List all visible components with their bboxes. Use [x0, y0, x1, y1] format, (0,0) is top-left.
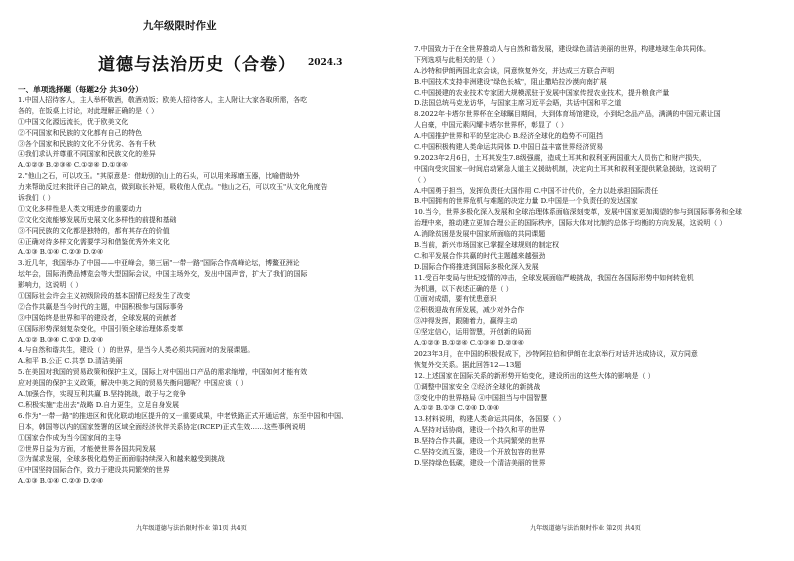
text-line: ②合作共赢是当今时代的主题，中国积极参与国际事务	[18, 302, 184, 311]
text-line: A.坚持对话协商，建设一个持久和平的世界	[414, 426, 546, 435]
text-line: D.国际合作将推进到国际多极化深入发展	[414, 262, 539, 271]
text-line: A.和平 B.公正 C.共享 D.清洁美丽	[18, 357, 123, 366]
text-line: ④正确对待多样文化需要学习和借鉴优秀外来文化	[18, 237, 170, 246]
text-line: ③为谋求发展，全球多极化趋势正面面临持续深入和越来越受到挑战	[18, 455, 225, 464]
text-line: 1.中国人招待客人，主人举杯敬酒，敬酒劝饭；欧美人招待客人，主人附让大家各取所需，各吃	[18, 96, 308, 104]
text-line: ③冲得发挥，跟随着力，赢得主动	[414, 317, 518, 326]
text-line: 人自豪，中国元素闪耀卡塔尔世界杯，彰显了（ ）	[414, 121, 568, 130]
text-line: 下列选项与此相关的是（ ）	[414, 55, 499, 64]
text-line: 12.上述国家在国际关系的新形势开始变化，建设所出的这些大体的影响是（ ）	[414, 371, 655, 380]
text-line: A.中国推护世界和平的坚定决心 B.经济全球化的趋势不可阻挡	[414, 132, 603, 141]
text-line: ④我们求认并尊重不同国家和民族文化的差异	[18, 150, 156, 159]
text-line: B.中国技术支持非洲建设"绿色长城"，阻止撒哈拉沙漠向南扩展	[414, 77, 607, 86]
text-line: ①调整中国家安全 ②经济全球化的新挑战	[414, 382, 541, 391]
text-line: 2023年3月，在中国的积极促成下，沙特阿拉伯和伊朗在北京举行对话并达成协议，双方同意	[414, 349, 698, 358]
text-line: ③中国始终是世界和平的建设者，全球发展的贡献者	[18, 313, 177, 322]
text-line: 为机遇，以下表述正确的是（ ）	[414, 284, 513, 293]
text-line: A.加强合作，实现互利共赢 B.坚持挑战，敢于与之竞争	[18, 390, 187, 399]
text-line: C.和平发展合作共赢的时代主题越来越强劲	[414, 251, 546, 260]
text-line: ②不同国家和民族的文化都有自己的特色	[18, 128, 143, 137]
text-line: A.中国勇于担当，发挥负责任大国作用 C.中国不计代价，全力以赴承担国际责任	[414, 186, 658, 195]
page-2	[404, 0, 789, 561]
text-line: ①中国文化源远流长，优于欧美文化	[18, 117, 129, 126]
text-line: 恢复外交关系。据此回答12—13题	[414, 360, 522, 369]
text-line: ②积极迎战有所发展，减少对外合作	[414, 306, 525, 315]
text-line: 11.受百年变局与世纪疫情的冲击，全球发展面临严峻挑战，我国在各国际形势中如何转危机	[414, 273, 694, 282]
text-line: D.法国总统马克龙访华，与国家主席习近平会晤，共话中国和平之道	[414, 99, 622, 108]
text-line: ①国家合作成为当今国家间的主导	[18, 433, 122, 442]
text-line: 坛年会，国际消费品博览会等大型国际会议，中国主场外交，发出中国声音，扩大了我们的国际	[18, 270, 308, 279]
text-line: A.①②③ B.②③④ C.①②④ D.①③④	[18, 161, 128, 170]
text-line: ③不同民族的文化都是独特的，都有其存在的价值	[18, 226, 170, 235]
text-line: A.①③ B.①④ C.②③ D.②④	[18, 248, 104, 257]
text-line: 7.中国致力于在全世界推动人与自然和谐发展，建设绿色清洁美丽的世界，构建地球生命共同体。	[414, 45, 710, 53]
page-subtitle: 九年级限时作业	[143, 20, 217, 32]
text-line: ④中国坚持国际合作，致力于建设共同繁荣的世界	[18, 466, 170, 475]
text-line: 中国向受灾国家一时间启动紧急人道主义援助机制，决定向土耳其和叙利亚提供紧急援助，这说明了	[414, 164, 718, 173]
text-line: ④坚定信心，运用智慧，开创新的局面	[414, 328, 532, 337]
text-line: 8.2022年卡塔尔世界杯在全球瞩目期间，大到体育场馆建设，小到纪念品产品，满满的中国元素让国	[414, 110, 721, 119]
text-line: 6.作为"一带一路"的推进区和优化联动地区提升的又一重要成果，中老铁路正式开通运营，东至中国和中国、	[18, 411, 348, 420]
text-line: ④国际形势深刻复杂变化，中国引领全球治理体系变革	[18, 324, 184, 333]
page-title: 道德与法治历史（合卷）	[98, 55, 296, 75]
text-line: C.中国积极构建人类命运共同体 D.中国日益丰富世界经济贸易	[414, 143, 604, 152]
text-line: A.①③ B.①④ C.②③ D.②④	[18, 477, 104, 486]
text-line: A.①②③ B.①②④ C.①③④ D.②③④	[414, 339, 524, 348]
question-block-1	[18, 95, 388, 487]
text-line: 各的，在饭桌上讨论，对此理解正确的是（ ）	[18, 106, 159, 115]
text-line: A.①② B.③④ C.①③ D.②④	[18, 335, 104, 344]
page-footer: 九年级道德与法治限时作业 第1页 共4页	[136, 525, 247, 532]
text-line: A.①② B.①③ C.②④ D.③④	[414, 404, 500, 413]
text-line: C.中国援建的农业技术专家团大规模派驻于发展中国家传授农业技术，提升粮食产量	[414, 88, 670, 97]
exam-date: 2024.3	[308, 58, 343, 68]
text-line: （ ）	[414, 175, 430, 184]
text-line: ②文化交流能够发展历史展文化多样性的前提和基础	[18, 215, 177, 224]
text-line: A.沙特和伊朗两国北京会谈，同意恢复外交，并达成三方联合声明	[414, 66, 615, 75]
text-line: ②世界日益为方面，才能使世界各国共同发展	[18, 444, 156, 453]
page-1	[8, 0, 393, 561]
text-line: ①面对成绩，要有忧患意识	[414, 295, 497, 304]
text-line: 13.材料说明，构建人类命运共同体，各国要（ ）	[414, 415, 565, 424]
text-line: 5.在美国对我国的贸易政策和保护主义，国际上对中国出口产品的需求缩增，中国如何才能有效	[18, 368, 308, 377]
text-line: 治理中来，推动建立更加合理公正的国际秩序，国际大体对比制约总体于均衡的方向发展，这说明（ ）	[414, 219, 727, 228]
text-line: 10.当今，世界多极化深入发展和全球治理体系面临深刻变革，发展中国家更加渴望的参与到国际事务和全球	[414, 208, 742, 217]
section-heading: 一、单项选择题（每题2分 共30分）	[18, 85, 143, 94]
text-line: B.中国拥有的世界危机与难题的决定力量 D.中国是一个负责任的发达国家	[414, 197, 638, 206]
text-line: ③各个国家和民族的文化不分优劣、各有千秋	[18, 139, 156, 148]
text-line: 应对美国的保护主义政策，解决中美之间的贸易失衡问题呢？中国应该（ ）	[18, 379, 248, 388]
text-line: A.消除贫困是发展中国家所面临的共同课题	[414, 230, 546, 239]
text-line: B.当前，新兴市场国家已掌握全球规则的制定权	[414, 241, 560, 250]
text-line: C.坚持交流互鉴，建设一个开放包容的世界	[414, 447, 546, 456]
text-line: C.积极实施"走出去"战略 D.自力更生，立足自身发展	[18, 400, 180, 409]
text-line: 影响力，这说明（ ）	[18, 281, 83, 290]
text-line: 力来帮助反过来批评自己的缺点，做到取长补短，吸收他人优点。"他山之石，可以攻玉"从文化角度告	[18, 183, 328, 192]
text-line: 9.2023年2月6日，土耳其发生7.8级强震，造成土耳其和叙利亚两国重大人员伤亡和财产损失，	[414, 153, 706, 162]
text-line: B.坚持合作共赢，建设一个共同繁荣的世界	[414, 437, 546, 446]
text-line: 日本，韩国等以内的国家签署的区域全面经济伙伴关系协定(RCEP)正式生效……这些事例说明	[18, 422, 306, 431]
question-block-2	[414, 44, 784, 469]
text-line: ①文化多样性是人类文明进步的重要动力	[18, 204, 143, 213]
page-footer: 九年级道德与法治限时作业 第2页 共4页	[530, 525, 641, 532]
text-line: D.坚持绿色低碳，建设一个清洁美丽的世界	[414, 458, 546, 467]
text-line: 4.与自然和谐共生，建设（ ）的世界，是当今人类必须共同面对的发展课题。	[18, 346, 255, 355]
text-line: 2."他山之石，可以攻玉。"其原意是：借助别的山上的石头，可以用来琢磨玉器，比喻借助外	[18, 172, 300, 181]
text-line: 诉我们（ ）	[18, 194, 55, 203]
text-line: ③变化中的世界格局 ④中国担当与中国智慧	[414, 393, 548, 402]
text-line: 3.近几年，我国举办了中国——中亚峰会，第三届"一带一路"国际合作高峰论坛，博鳌亚洲论	[18, 259, 300, 268]
text-line: ①国际社会许会主义初级阶段的基本国情已经发生了改变	[18, 292, 191, 301]
